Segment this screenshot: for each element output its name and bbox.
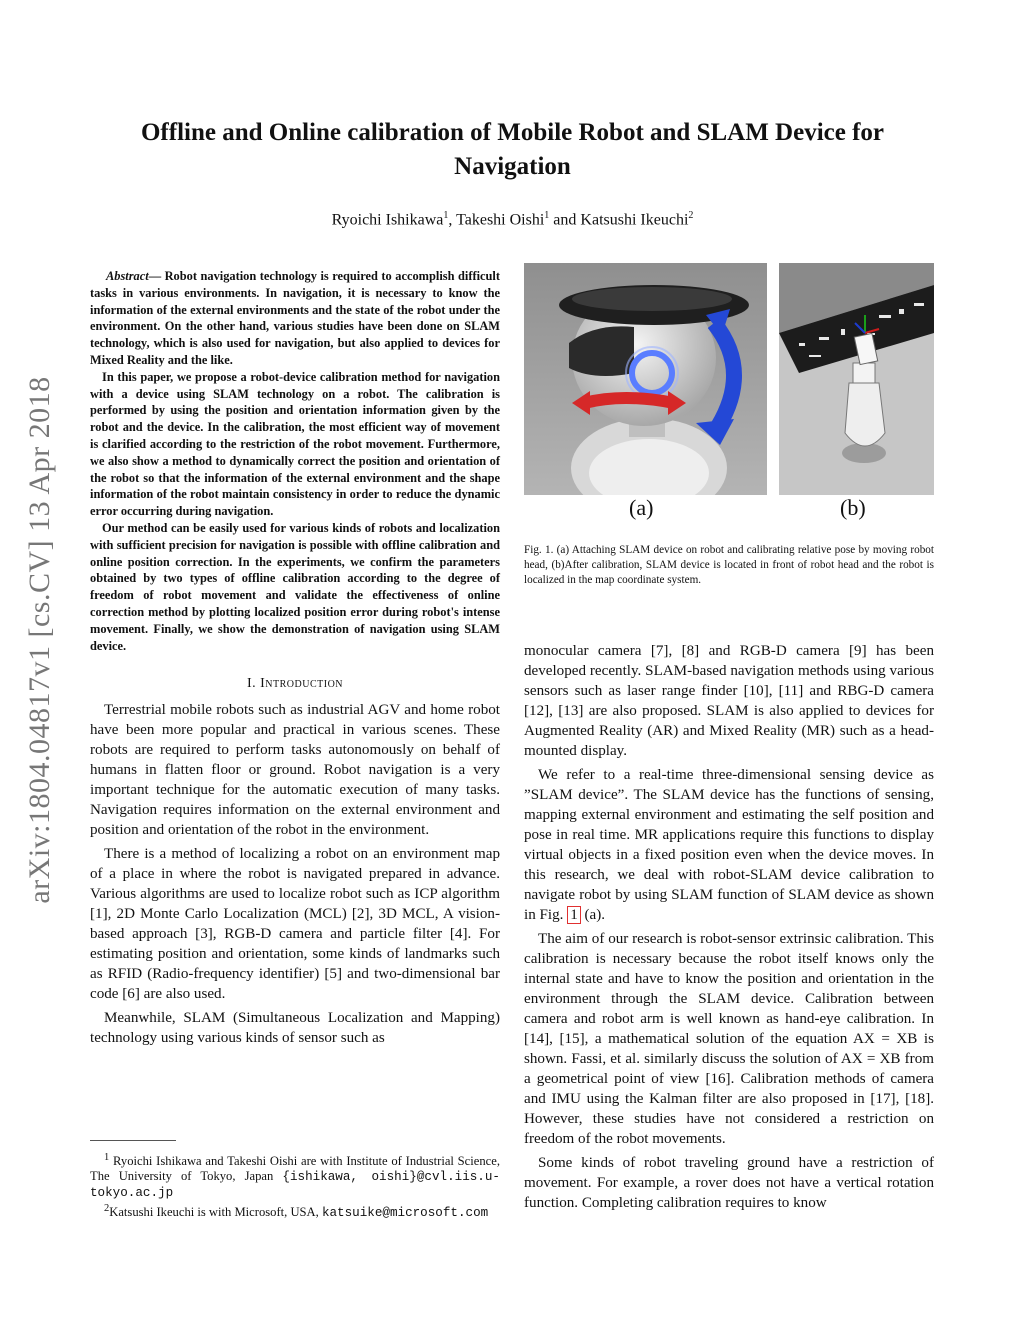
figure-1 <box>524 263 934 528</box>
arxiv-id: arXiv:1804.04817v1 [cs.CV] 13 Apr 2018 <box>23 376 56 904</box>
abstract-paragraph-1: Abstract— Robot navigation technology is required to accomplish difficult tasks in various environments. In navigation, it is necessary to know the information of the external environments and the state of the robot under the environment. On the other hand, various studies have been done on SLAM technology, which is also used for navigation, but also applied to devices for Mixed Reality and the like. <box>90 269 500 367</box>
introduction-body <box>90 700 500 1048</box>
body-paragraph: Terrestrial mobile robots such as industrial AGV and home robot have been more popular and practical in various scenes. These robots are required to perform tasks autonomously on behalf of humans in flatten floor or ground. Robot navigation is a very important technique for the automatic execution of many tasks. Navigation requires information on the external environment and position and orientation of the robot in the environment. <box>90 702 500 839</box>
paper-title: Offline and Online calibration of Mobile Robot and SLAM Device for Navigation <box>140 119 885 180</box>
localized-robot-map-illustration <box>779 263 934 495</box>
abstract-label: Abstract <box>106 269 149 283</box>
robot-with-slam-device-illustration <box>524 263 767 495</box>
body-paragraph: The aim of our research is robot-sensor extrinsic calibration. This calibration is necessary because the robot itself knows only the internal state and have to know the position and orientation in the environment through the SLAM device. Calibration between camera and robot arm is well known as hand-eye calibration. In [14], [15], a mathematical solution of the equation AX = XB is shown. Fassi, et al. similarly discuss the solution of AX = XB from a geometrical point of view [16]. Calibration methods of camera and IMU using the Kalman filter are also proposed in [17], [18]. However, these studies have not considered a restriction on freedom of the robot movements. <box>524 931 934 1147</box>
figure-1-caption: Fig. 1. (a) Attaching SLAM device on robot and calibrating relative pose by moving robot head, (b)After calibration, SLAM device is located in front of robot head and the robot is localized in the map coordinate system. <box>524 544 934 586</box>
left-column <box>90 268 500 1052</box>
footnote-rule <box>90 1140 176 1141</box>
abstract <box>90 268 500 654</box>
author-3: Katsushi Ikeuchi <box>580 211 689 229</box>
body-paragraph: Meanwhile, SLAM (Simultaneous Localization and Mapping) technology using various kinds of sensor such as <box>90 1010 500 1047</box>
section-heading-introduction: I. Introduction <box>246 676 344 692</box>
author-1: Ryoichi Ishikawa <box>331 211 444 229</box>
author-2-mark: 1 <box>544 210 550 221</box>
abstract-paragraph-2: In this paper, we propose a robot-device calibration method for navigation with a device using SLAM technology on a robot. The calibration is performed by using the position and orientation information given by the robot and the device. In the calibration, the most efficient way of movement is clarified according to the restriction of the robot movement. Furthermore, we also show a method to dynamically correct the position and orientation of the robot so that the information of the external environment and the shape information of the robot maintain consistency in order to reduce the dynamic error occurring during navigation. <box>90 369 500 519</box>
arxiv-sidebar-stamp <box>20 330 60 950</box>
author-3-mark: 2 <box>688 210 694 221</box>
figure-label-a: (a) <box>629 495 654 520</box>
figure-1a-robot-photo <box>524 263 767 495</box>
body-paragraph: monocular camera [7], [8] and RGB-D camera [9] has been developed recently. SLAM-based navigation methods using various sensors such as laser range finder [10], [11] and RBG-D camera [12], [13] are also proposed. SLAM is also applied to devices for Augmented Reality (AR) and Mixed Reality (MR) such as a head-mounted display. <box>524 643 934 759</box>
body-paragraph: We refer to a real-time three-dimensional sensing device as ”SLAM device”. The SLAM device has the functions of sensing, mapping external environment and estimating the self position and pose in real time. MR applications require this functions to display virtual objects in a fixed position even when the device moves. In this research, we deal with robot-SLAM device calibration to navigate robot by using SLAM function of SLAM device as shown in Fig. 1 (a). <box>524 767 934 923</box>
footnote-2-email: katsuike@microsoft.com <box>321 1206 489 1221</box>
figure-label-b: (b) <box>840 495 866 520</box>
abstract-paragraph-3: Our method can be easily used for various kinds of robots and localization with sufficient precision for navigation is possible with offline calibration and online position correction. In the experiments, we confirm the parameters obtained by two types of offline calibration according to the degree of freedom of robot movement and validate the effectiveness of online correction method by plotting localized position error during robot's intense movement. Finally, we show the demonstration of navigation using SLAM device. <box>90 520 500 653</box>
figure-reference-link[interactable]: 1 <box>567 906 581 924</box>
body-paragraph: There is a method of localizing a robot on an environment map of a place in where the robot is navigated prepared in advance. Various algorithms are used to localize robot such as ICP algorithm [1], 2D Monte Carlo Localization (MCL) [2], 3D MCL, A vision-based approach [3], RGB-D camera and particle filter [4]. For estimating position and orientation, some kinds of landmarks such as RFID (Radio-frequency identifier) [5] and two-dimensional bar code [6] are also used. <box>90 846 500 1003</box>
right-column <box>524 641 934 1217</box>
footnote-2: $^2$Katsushi Ikeuchi is with Microsoft, USA, katsuike@microsoft.com <box>104 1203 489 1221</box>
footnotes <box>90 1150 500 1221</box>
body-paragraph: Some kinds of robot traveling ground have a restriction of movement. For example, a rover does not have a vertical rotation function. Completing calibration requires to know <box>524 1155 934 1211</box>
figure-1b-map-view <box>779 263 934 495</box>
footnote-1-email: {ishikawa, oishi}@cvl.iis.u-tokyo.ac.jp <box>90 1170 500 1201</box>
author-line: Ryoichi Ishikawa$^1$, Takeshi Oishi$^1$ and Katsushi Ikeuchi$^2$ <box>331 210 694 229</box>
footnote-1: $^1$ Ryoichi Ishikawa and Takeshi Oishi are with Institute of Industrial Science, The University of Tokyo, Japan {ishikawa, oishi}@cvl.iis.u-tokyo.ac.jp <box>90 1152 500 1201</box>
author-2: Takeshi Oishi <box>456 211 545 229</box>
author-1-mark: 1 <box>443 210 449 221</box>
